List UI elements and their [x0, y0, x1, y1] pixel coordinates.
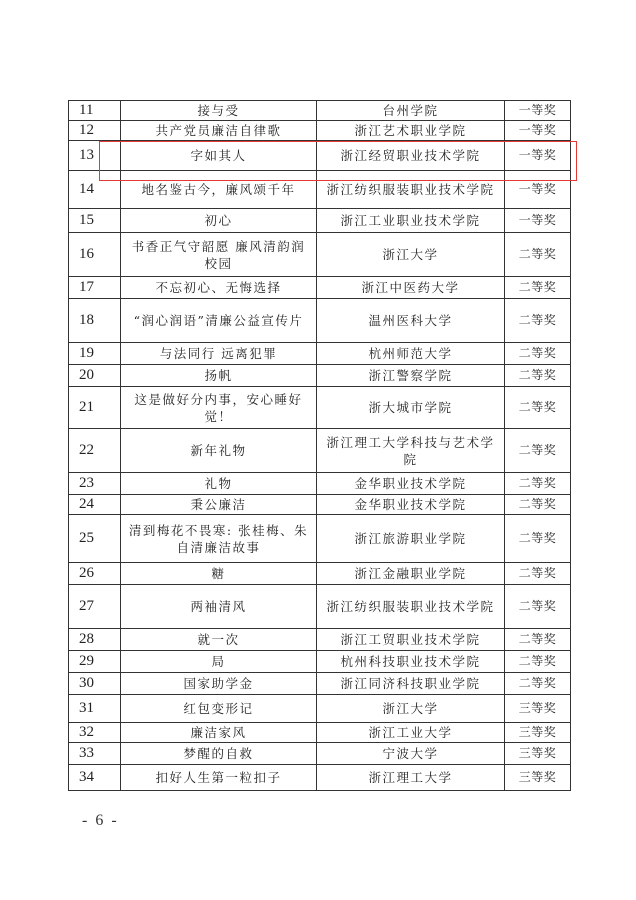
work-title: 秉公廉洁: [121, 495, 317, 515]
work-title: 红包变形记: [121, 695, 317, 723]
award-level: 二等奖: [505, 495, 571, 515]
work-title: 糖: [121, 563, 317, 585]
award-level: 二等奖: [505, 387, 571, 429]
school-name: 浙江同济科技职业学院: [317, 673, 505, 695]
school-name: 台州学院: [317, 101, 505, 121]
award-level: 二等奖: [505, 629, 571, 651]
row-number: 31: [69, 695, 121, 723]
row-number: 18: [69, 299, 121, 343]
school-name: 浙江理工大学: [317, 765, 505, 791]
school-name: 浙江工业大学: [317, 723, 505, 743]
award-level: 二等奖: [505, 651, 571, 673]
award-level: 二等奖: [505, 429, 571, 473]
row-number: 20: [69, 365, 121, 387]
work-title: 礼物: [121, 473, 317, 495]
award-level: 二等奖: [505, 473, 571, 495]
school-name: 杭州科技职业技术学院: [317, 651, 505, 673]
row-number: 27: [69, 585, 121, 629]
table-row: [69, 585, 571, 629]
table-row: [69, 429, 571, 473]
award-level: 二等奖: [505, 365, 571, 387]
work-title: 局: [121, 651, 317, 673]
award-level: 二等奖: [505, 277, 571, 299]
school-name: 浙江经贸职业技术学院: [317, 141, 505, 171]
award-level: 一等奖: [505, 121, 571, 141]
work-title: 字如其人: [121, 141, 317, 171]
row-number: 17: [69, 277, 121, 299]
work-title: 共产党员廉洁自律歌: [121, 121, 317, 141]
award-level: 三等奖: [505, 765, 571, 791]
work-title: 清到梅花不畏寒: 张桂梅、朱自清廉洁故事: [121, 515, 317, 563]
table-row: [69, 563, 571, 585]
work-title: 扣好人生第一粒扣子: [121, 765, 317, 791]
award-level: 一等奖: [505, 141, 571, 171]
school-name: 金华职业技术学院: [317, 473, 505, 495]
award-level: 二等奖: [505, 343, 571, 365]
table-row: [69, 101, 571, 121]
table-row: [69, 695, 571, 723]
work-title: 梦醒的自救: [121, 743, 317, 765]
table-row: [69, 387, 571, 429]
work-title: 这是做好分内事，安心睡好觉！: [121, 387, 317, 429]
table-row: [69, 515, 571, 563]
table-row: [69, 141, 571, 171]
award-level: 二等奖: [505, 233, 571, 277]
row-number: 21: [69, 387, 121, 429]
award-level: 一等奖: [505, 171, 571, 209]
table-row: [69, 299, 571, 343]
award-table-body: [69, 101, 571, 791]
school-name: 金华职业技术学院: [317, 495, 505, 515]
row-number: 13: [69, 141, 121, 171]
table-row: [69, 277, 571, 299]
row-number: 12: [69, 121, 121, 141]
work-title: 两袖清风: [121, 585, 317, 629]
school-name: 浙江工贸职业技术学院: [317, 629, 505, 651]
row-number: 34: [69, 765, 121, 791]
row-number: 26: [69, 563, 121, 585]
table-row: [69, 765, 571, 791]
school-name: 宁波大学: [317, 743, 505, 765]
work-title: 书香正气守韶愿 廉风清韵润校园: [121, 233, 317, 277]
school-name: 浙江旅游职业学院: [317, 515, 505, 563]
row-number: 25: [69, 515, 121, 563]
school-name: 浙江理工大学科技与艺术学院: [317, 429, 505, 473]
table-row: [69, 171, 571, 209]
row-number: 29: [69, 651, 121, 673]
table-row: [69, 121, 571, 141]
school-name: 浙江大学: [317, 233, 505, 277]
work-title: 国家助学金: [121, 673, 317, 695]
award-list-table: [68, 100, 571, 791]
award-level: 二等奖: [505, 673, 571, 695]
work-title: 新年礼物: [121, 429, 317, 473]
award-level: 三等奖: [505, 695, 571, 723]
award-level: 三等奖: [505, 743, 571, 765]
row-number: 14: [69, 171, 121, 209]
row-number: 30: [69, 673, 121, 695]
school-name: 浙江纺织服装职业技术学院: [317, 585, 505, 629]
work-title: 初心: [121, 209, 317, 233]
row-number: 22: [69, 429, 121, 473]
row-number: 33: [69, 743, 121, 765]
school-name: 温州医科大学: [317, 299, 505, 343]
school-name: 杭州师范大学: [317, 343, 505, 365]
page-number: - 6 -: [82, 812, 119, 829]
work-title: 与法同行 远离犯罪: [121, 343, 317, 365]
work-title: 接与受: [121, 101, 317, 121]
award-level: 二等奖: [505, 563, 571, 585]
row-number: 15: [69, 209, 121, 233]
row-number: 11: [69, 101, 121, 121]
row-number: 23: [69, 473, 121, 495]
table-row: [69, 233, 571, 277]
table-row: [69, 651, 571, 673]
table-row: [69, 743, 571, 765]
row-number: 32: [69, 723, 121, 743]
work-title: 廉洁家风: [121, 723, 317, 743]
table-row: [69, 495, 571, 515]
school-name: 浙江纺织服装职业技术学院: [317, 171, 505, 209]
table-row: [69, 343, 571, 365]
school-name: 浙江金融职业学院: [317, 563, 505, 585]
award-level: 三等奖: [505, 723, 571, 743]
award-level: 二等奖: [505, 515, 571, 563]
award-level: 二等奖: [505, 299, 571, 343]
school-name: 浙江大学: [317, 695, 505, 723]
table-row: [69, 629, 571, 651]
row-number: 19: [69, 343, 121, 365]
school-name: 浙江警察学院: [317, 365, 505, 387]
table-row: [69, 473, 571, 495]
row-number: 28: [69, 629, 121, 651]
school-name: 浙江工业职业技术学院: [317, 209, 505, 233]
work-title: 扬帆: [121, 365, 317, 387]
school-name: 浙大城市学院: [317, 387, 505, 429]
table-row: [69, 209, 571, 233]
award-level: 二等奖: [505, 585, 571, 629]
work-title: 不忘初心、无悔选择: [121, 277, 317, 299]
row-number: 16: [69, 233, 121, 277]
award-level: 一等奖: [505, 209, 571, 233]
work-title: “润心润语”清廉公益宣传片: [121, 299, 317, 343]
table-row: [69, 673, 571, 695]
work-title: 地名鉴古今，廉风颂千年: [121, 171, 317, 209]
table-row: [69, 365, 571, 387]
table-row: [69, 723, 571, 743]
work-title: 就一次: [121, 629, 317, 651]
award-level: 一等奖: [505, 101, 571, 121]
school-name: 浙江中医药大学: [317, 277, 505, 299]
row-number: 24: [69, 495, 121, 515]
school-name: 浙江艺术职业学院: [317, 121, 505, 141]
